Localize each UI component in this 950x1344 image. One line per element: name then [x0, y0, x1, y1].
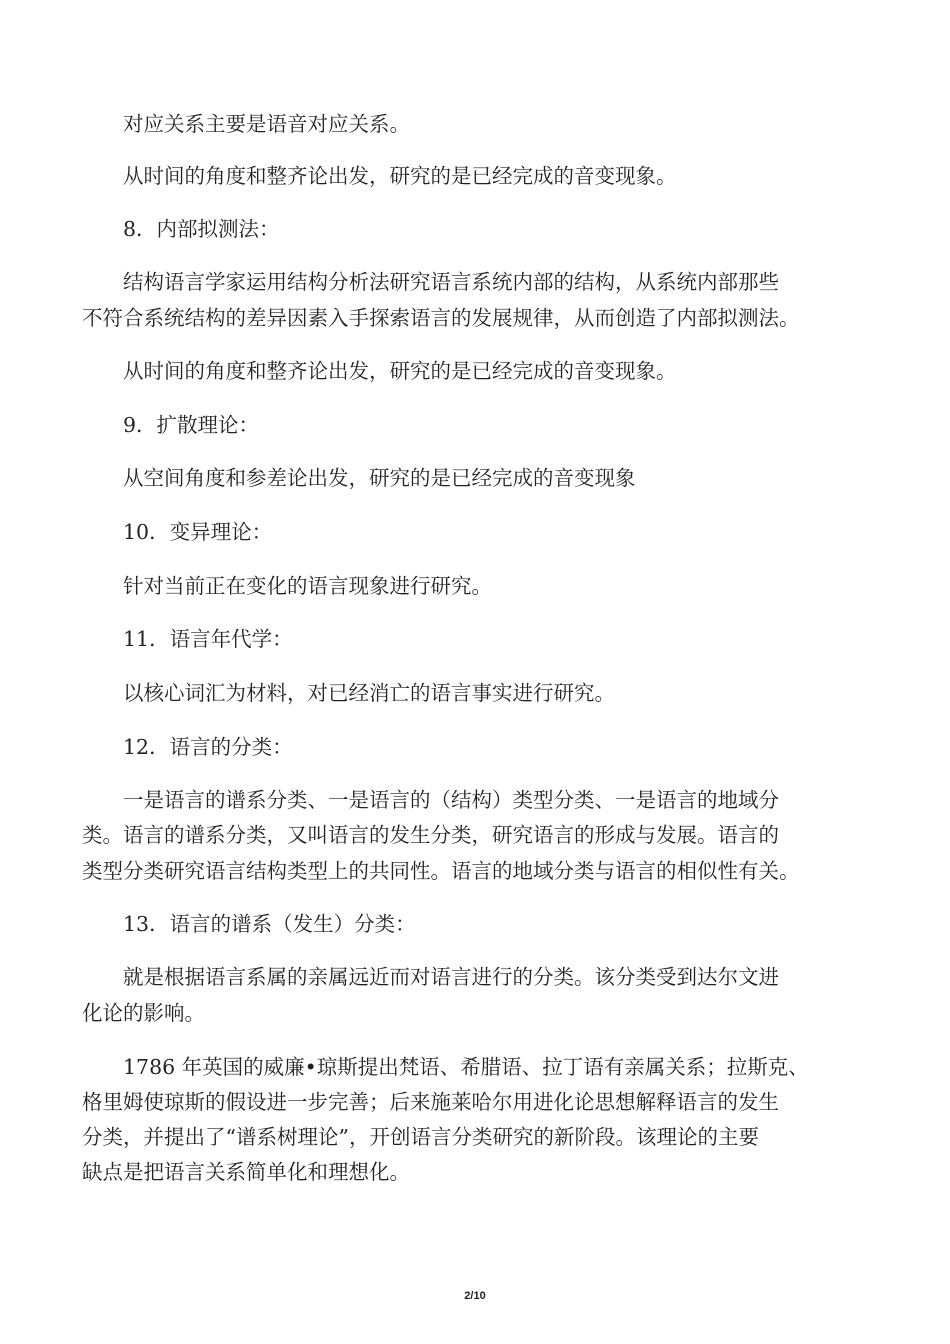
text-line: 就是根据语言系属的亲属远近而对语言进行的分类。该分类受到达尔文进: [123, 965, 779, 989]
text-line: 从时间的角度和整齐论出发，研究的是已经完成的音变现象。: [123, 164, 677, 188]
section-heading: 8．内部拟测法：: [123, 217, 280, 241]
text-line: 不符合系统结构的差异因素入手探索语言的发展规律，从而创造了内部拟测法。: [82, 306, 800, 330]
text-line: 类。语言的谱系分类，又叫语言的发生分类，研究语言的形成与发展。语言的: [82, 823, 779, 847]
section-heading: 10．变异理论：: [123, 520, 273, 544]
text-line: 分类，并提出了“谱系树理论”，开创语言分类研究的新阶段。该理论的主要: [82, 1125, 759, 1149]
section-heading: 13．语言的谱系（发生）分类：: [123, 912, 416, 936]
text-line: 以核心词汇为材料，对已经消亡的语言事实进行研究。: [123, 681, 615, 705]
section-heading: 12．语言的分类：: [123, 735, 293, 759]
section-heading: 9．扩散理论：: [123, 413, 260, 437]
text-line: 针对当前正在变化的语言现象进行研究。: [123, 574, 492, 598]
text-line: 一是语言的谱系分类、一是语言的（结构）类型分类、一是语言的地域分: [123, 788, 779, 812]
text-line: 从时间的角度和整齐论出发，研究的是已经完成的音变现象。: [123, 359, 677, 383]
text-line: 对应关系主要是语音对应关系。: [123, 112, 410, 136]
text-line: 从空间角度和参差论出发，研究的是已经完成的音变现象: [123, 466, 636, 490]
text-line: 缺点是把语言关系简单化和理想化。: [82, 1160, 410, 1184]
section-heading: 11．语言年代学：: [123, 627, 293, 651]
text-line: 结构语言学家运用结构分析法研究语言系统内部的结构，从系统内部那些: [123, 270, 779, 294]
text-line: 化论的影响。: [82, 1001, 205, 1025]
text-line: 类型分类研究语言结构类型上的共同性。语言的地域分类与语言的相似性有关。: [82, 859, 800, 883]
text-line: 格里姆使琼斯的假设进一步完善；后来施莱哈尔用进化论思想解释语言的发生: [82, 1090, 779, 1114]
page-number: 2/10: [464, 1290, 486, 1302]
text-line: 1786 年英国的威廉•琼斯提出梵语、希腊语、拉丁语有亲属关系；拉斯克、: [123, 1055, 809, 1079]
